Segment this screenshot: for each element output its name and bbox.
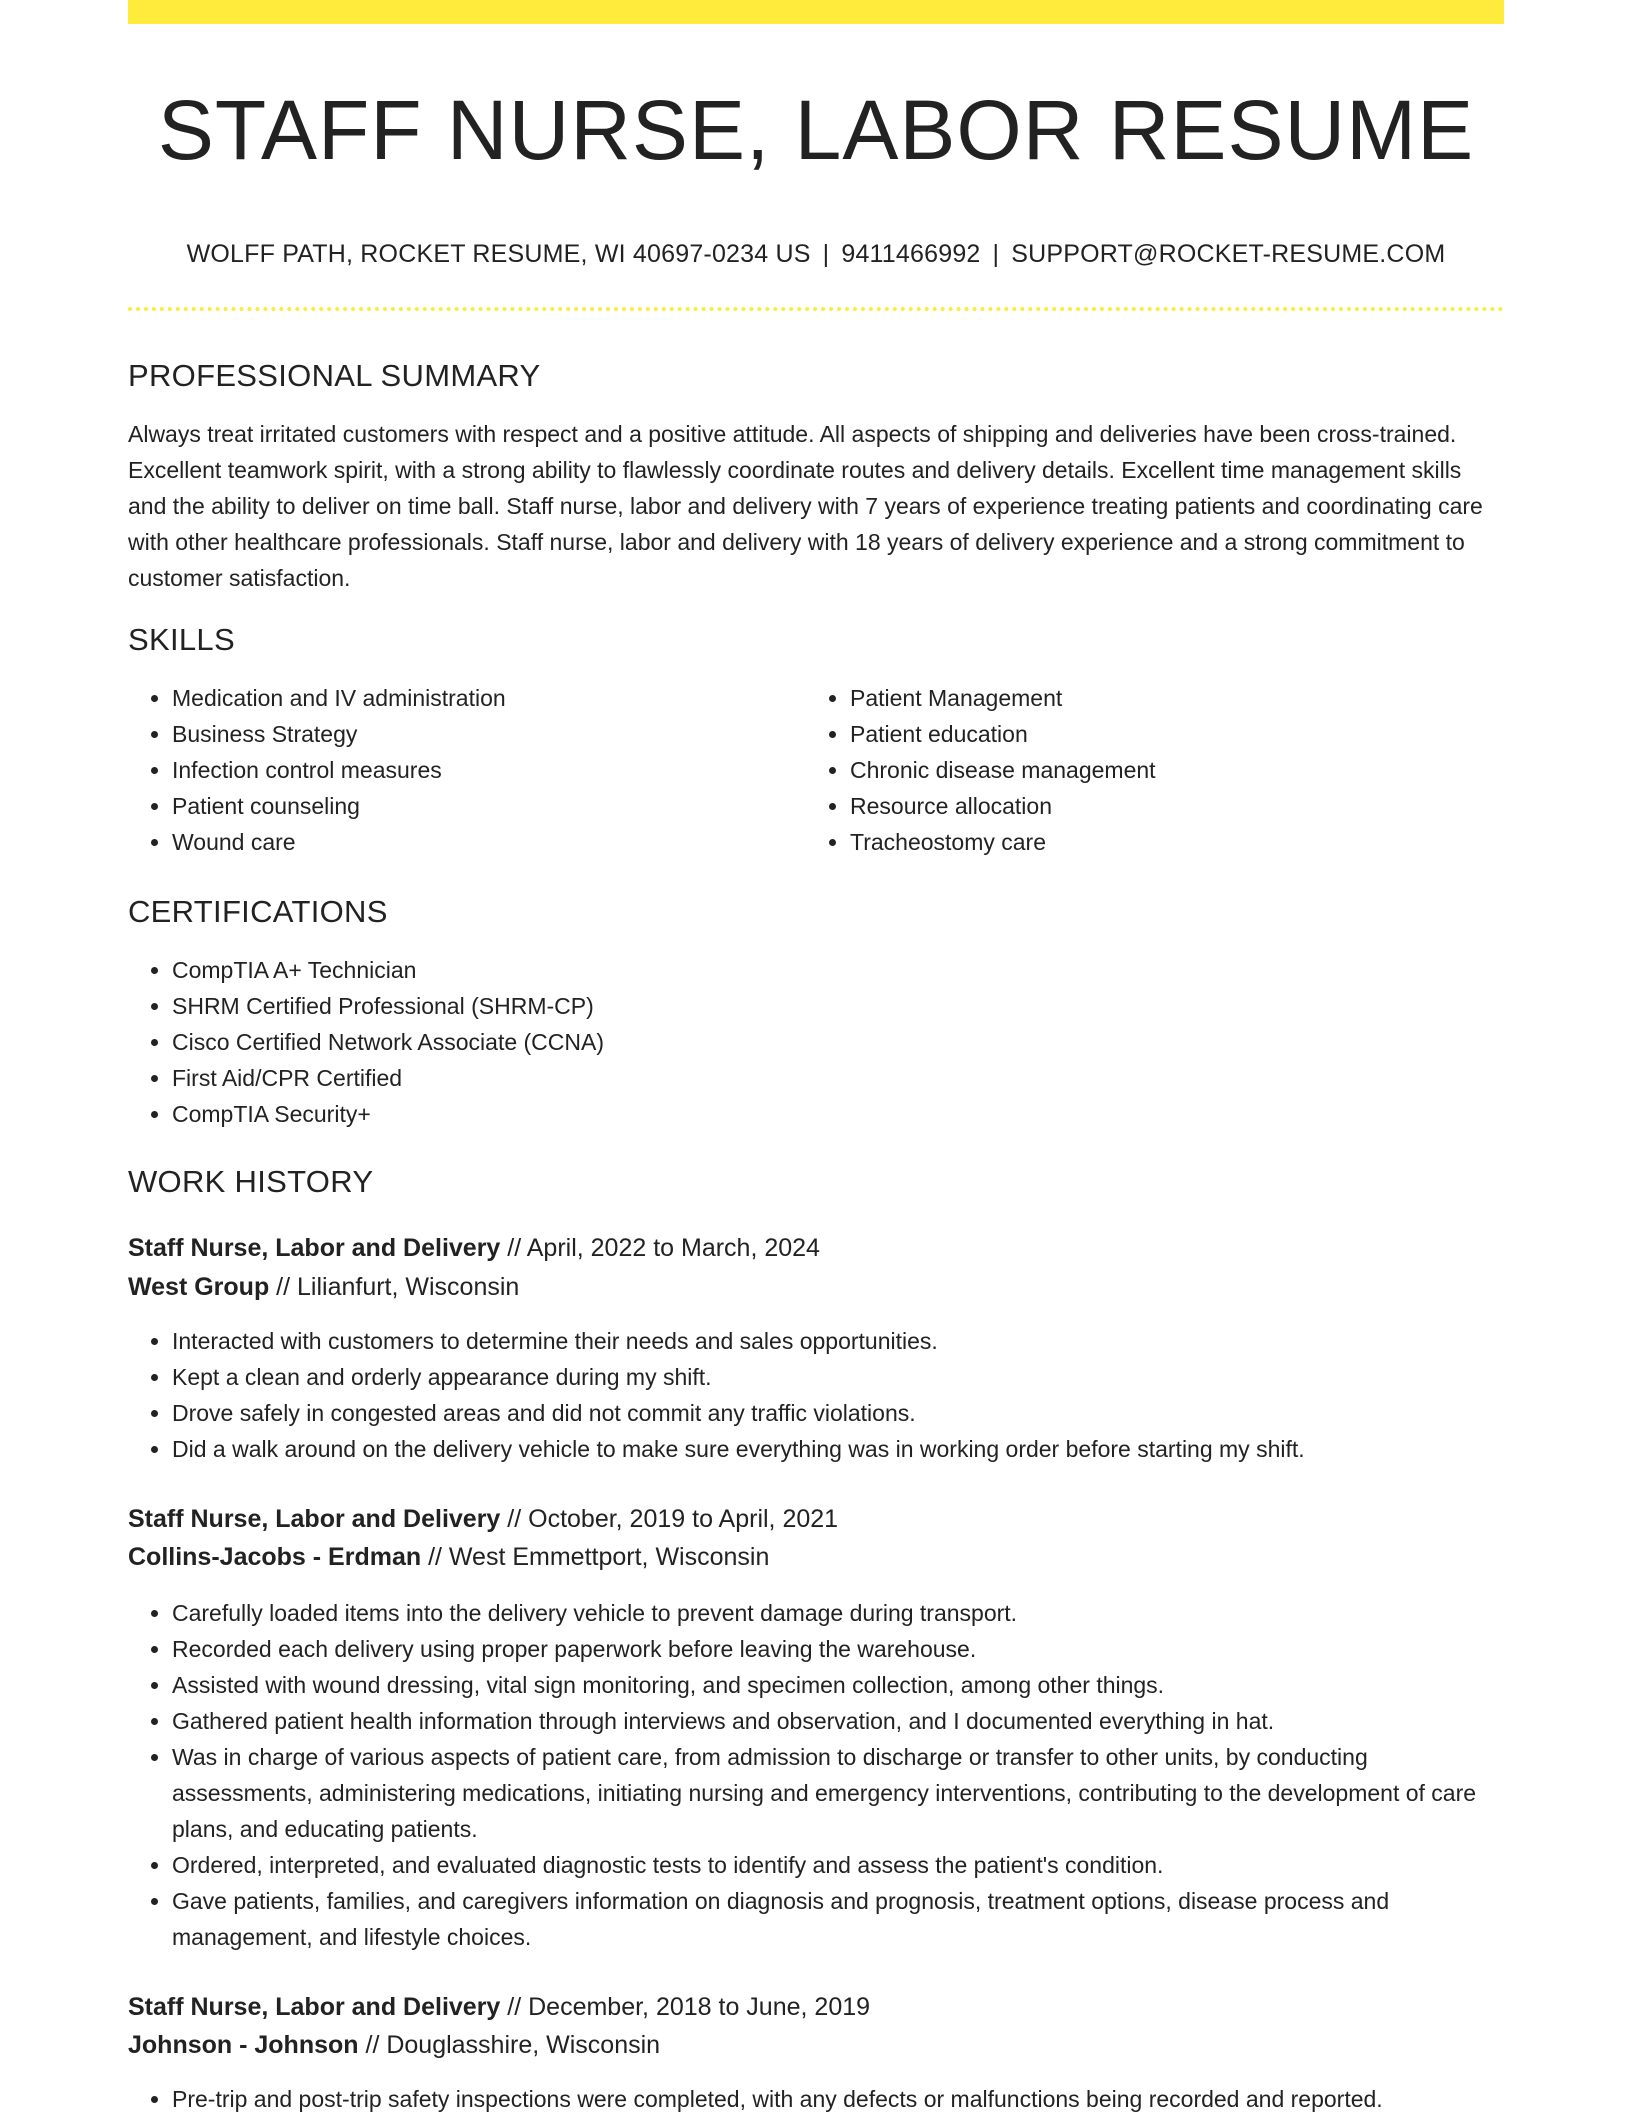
job-bullet: • Gave patients, families, and caregivers information on diagnosis and prognosis, treatment options, disease process and management, and lifestyle choices. <box>172 1883 1504 1955</box>
contact-separator: | <box>822 240 830 268</box>
skill-item: • Chronic disease management <box>850 752 1504 788</box>
job-bullet: • Recorded each delivery using proper paperwork before leaving the warehouse. <box>172 1631 1504 1667</box>
resume-page <box>128 0 1504 2112</box>
job-location: // Douglasshire, Wisconsin <box>365 2031 661 2059</box>
job-company-line <box>128 1538 1504 1576</box>
skill-item: • Business Strategy <box>172 716 804 752</box>
dotted-divider <box>128 307 1504 311</box>
contact-address: WOLFF PATH, ROCKET RESUME, WI 40697-0234 US <box>186 240 811 268</box>
contact-phone: 9411466992 <box>841 240 981 268</box>
skill-item: • Wound care <box>172 824 804 860</box>
certification-item: • First Aid/CPR Certified <box>172 1060 1504 1096</box>
skill-item: • Patient counseling <box>172 788 804 824</box>
certifications-list <box>128 952 1504 1132</box>
skills-list-left <box>128 680 804 860</box>
skill-item: • Medication and IV administration <box>172 680 804 716</box>
job-bullet: • Assisted with wound dressing, vital sign monitoring, and specimen collection, among other things. <box>172 1667 1504 1703</box>
certification-item: • CompTIA A+ Technician <box>172 952 1504 988</box>
certification-item: • Cisco Certified Network Associate (CCNA) <box>172 1024 1504 1060</box>
job-role: Staff Nurse, Labor and Delivery <box>128 1505 501 1533</box>
job-bullet: • Did a walk around on the delivery vehicle to make sure everything was in working order before starting my shift. <box>172 1431 1504 1467</box>
summary-text: Always treat irritated customers with respect and a positive attitude. All aspects of shipping and deliveries have been cross-trained. Excellent teamwork spirit, with a strong ability to flawlessly coordinate routes and delivery details. Excellent time management skills and the ability to deliver on time ball. Staff nurse, labor and delivery with 7 years of experience treating patients and coordinating care with other healthcare professionals. Staff nurse, labor and delivery with 18 years of delivery experience and a strong commitment to customer satisfaction. <box>128 421 1483 591</box>
job-company: West Group <box>128 1273 270 1301</box>
contact-line <box>128 236 1504 272</box>
job-bullet: • Gathered patient health information through interviews and observation, and I documented everything in hat. <box>172 1703 1504 1739</box>
job-title-line <box>128 1229 1504 1267</box>
job-company: Collins-Jacobs - Erdman <box>128 1543 422 1571</box>
skill-item: • Resource allocation <box>850 788 1504 824</box>
certification-item: • CompTIA Security+ <box>172 1096 1504 1132</box>
job-company-line <box>128 2026 1504 2064</box>
job-bullet: • Ordered, interpreted, and evaluated diagnostic tests to identify and assess the patient's condition. <box>172 1847 1504 1883</box>
job-dates: // October, 2019 to April, 2021 <box>507 1505 839 1533</box>
job-company: Johnson - Johnson <box>128 2031 359 2059</box>
job-title-line <box>128 1988 1504 2026</box>
section-title-skills: SKILLS <box>128 622 235 657</box>
section-title-certifications: CERTIFICATIONS <box>128 894 388 929</box>
job-company-line <box>128 1268 1504 1306</box>
job-bullet: • Drove safely in congested areas and did not commit any traffic violations. <box>172 1395 1504 1431</box>
accent-top-bar <box>128 0 1504 24</box>
section-title-work-history: WORK HISTORY <box>128 1164 374 1199</box>
skill-item: • Patient education <box>850 716 1504 752</box>
job-role: Staff Nurse, Labor and Delivery <box>128 1234 501 1262</box>
skills-list-right <box>806 680 1504 860</box>
job-bullet: • Kept a clean and orderly appearance during my shift. <box>172 1359 1504 1395</box>
job-bullet: • Interacted with customers to determine their needs and sales opportunities. <box>172 1323 1504 1359</box>
job-bullets <box>128 1323 1504 1467</box>
section-title-summary: PROFESSIONAL SUMMARY <box>128 358 541 393</box>
job-location: // West Emmettport, Wisconsin <box>428 1543 770 1571</box>
job-dates: // April, 2022 to March, 2024 <box>507 1234 820 1262</box>
certification-item: • SHRM Certified Professional (SHRM-CP) <box>172 988 1504 1024</box>
resume-title: STAFF NURSE, LABOR RESUME <box>157 83 1475 177</box>
skill-item: • Infection control measures <box>172 752 804 788</box>
job-bullets <box>128 1595 1504 1955</box>
job-bullet: • Pre-trip and post-trip safety inspections were completed, with any defects or malfunctions being recorded and reported. <box>172 2081 1504 2117</box>
skill-item: • Tracheostomy care <box>850 824 1504 860</box>
job-title-line <box>128 1500 1504 1538</box>
contact-separator: | <box>992 240 1000 268</box>
job-dates: // December, 2018 to June, 2019 <box>507 1993 871 2021</box>
skill-item: • Patient Management <box>850 680 1504 716</box>
job-location: // Lilianfurt, Wisconsin <box>276 1273 520 1301</box>
contact-email: SUPPORT@ROCKET-RESUME.COM <box>1011 240 1446 268</box>
job-bullet: • Carefully loaded items into the delivery vehicle to prevent damage during transport. <box>172 1595 1504 1631</box>
job-bullet: • Was in charge of various aspects of patient care, from admission to discharge or transfer to other units, by conducting assessments, administering medications, initiating nursing and emergency interventions, contributing to the development of care plans, and educating patients. <box>172 1739 1504 1847</box>
job-role: Staff Nurse, Labor and Delivery <box>128 1993 501 2021</box>
